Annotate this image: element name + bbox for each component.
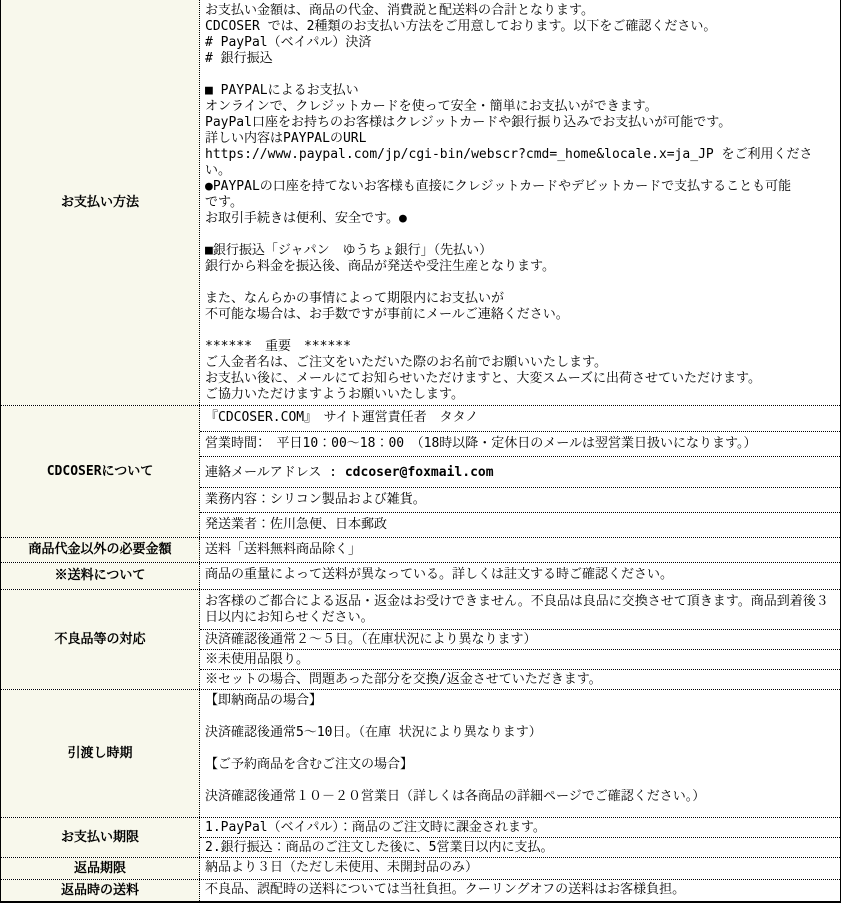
extra-fee-content [200,538,840,562]
row-header-payment-deadline: お支払い期限 [1,818,200,857]
delivery-line: 決済確認後通常5～10日。（在庫 状況により異なります） [205,725,542,740]
defect-policy-content [200,590,840,689]
shipping-carrier-text: 発送業者：佐川急便、日本郵政 [200,512,840,537]
row-header-defect-policy: 不良品等の対応 [1,590,200,689]
contact-email-row [200,456,840,487]
payment-line: # 銀行振込 [205,51,273,66]
delivery-time-content [200,690,840,817]
return-period-text: 納品より３日（ただし未使用、未開封品のみ） [205,860,479,875]
delivery-line: 【即納商品の場合】 [205,693,323,708]
payment-line: CDCOSER では、2種類のお支払い方法をご用意しております。以下をご確認ください。 [205,19,717,34]
payment-deadline-content [200,818,840,857]
important-notice-heading: ****** 重要 ****** [205,339,351,354]
row-header-about: CDCOSERについて [1,406,200,537]
row-header-payment-method: お支払い方法 [1,0,200,405]
payment-line: オンラインで、クレジットカードを使って安全・簡単にお支払いができます。 [205,99,658,114]
row-return-period [1,857,840,879]
shipping-note-text: 商品の重量によって送料が異なっている。詳しくは註文する時ご確認ください。 [205,567,674,582]
about-content [200,406,840,537]
payment-line: 銀行から料金を振込後、商品が発送や受注生産となります。 [205,259,555,274]
row-extra-fee [1,537,840,562]
payment-line: ■ PAYPALによるお支払い [205,83,359,98]
payment-line: また、なんらかの事情によって期限内にお支払いが [205,291,505,306]
delivery-line: 【ご予約商品を含むご注文の場合】 [205,757,414,772]
payment-line: ご協力いただけますようお願いいたします。 [205,387,464,402]
payment-line: PayPal口座をお持ちのお客様はクレジットカードや銀行振り込みでお支払いが可能です。 [205,115,732,130]
return-shipping-content [200,880,840,901]
payment-line-blank [205,227,836,243]
row-header-shipping-note: ※送料について [1,563,200,589]
delivery-line-blank [205,773,836,789]
paypal-url-text: https://www.paypal.com/jp/cgi-bin/webscr?cmd=_home&locale.x=ja_JP をご利用ください。 [205,147,813,178]
delivery-time-lines [200,690,840,807]
payment-line-blank [205,275,836,291]
row-header-extra-fee: 商品代金以外の必要金額 [1,538,200,562]
contact-email-label: 連絡メールアドレス : [205,464,345,480]
return-period-content [200,858,840,879]
payment-line: ご入金者名は、ご注文をいただいた際のお名前でお願いいたします。 [205,355,607,370]
row-payment-deadline [1,817,840,857]
payment-line-blank [205,67,836,83]
row-header-delivery-time: 引渡し時期 [1,690,200,817]
payment-line: 不可能な場合は、お手数ですが事前にメールご連絡ください。 [205,307,569,322]
shipping-note-content [200,563,840,589]
defect-policy-text: お客様のご都合による返品・返金はお受けできません。不良品は良品に交換させて頂きます。商品到着後３日以内にお知らせください。 [205,594,829,625]
contact-email-address: cdcoser@foxmail.com [344,464,494,480]
row-shipping-note [1,562,840,589]
payment-method-lines [200,0,840,405]
defect-policy-text: ※セットの場合、問題あった部分を交換/返金させていただきます。 [200,669,840,689]
business-description-text: 業務内容：シリコン製品および雑貨。 [200,487,840,512]
row-defect-policy [1,589,840,689]
row-about-cdcoser [1,405,840,537]
site-operator-text: 『CDCOSER.COM』 サイト運営責任者 タタノ [205,410,479,425]
payment-deadline-paypal: 1.PayPal（ベイパル）：商品のご注文時に課金されます。 [205,820,546,835]
payment-line: ●PAYPALの口座を持てないお客様も直接にクレジットカードやデビットカードで支払することも可能 [205,179,792,194]
payment-line: お支払い金額は、商品の代金、消費説と配送料の合計となります。 [205,3,594,18]
payment-line: お支払い後に、メールにてお知らせいただけますと、大変スムーズに出荷させていただけます。 [205,371,762,386]
payment-line: です。 [205,195,243,210]
row-delivery-time [1,689,840,817]
delivery-line-blank [205,709,836,725]
defect-policy-text: 決済確認後通常２～５日。（在庫状況により異なります） [200,629,840,649]
row-payment-method [1,0,840,405]
defect-policy-text: ※未使用品限り。 [200,649,840,669]
payment-line: # PayPal（ベイパル）決済 [205,35,372,50]
payment-line: ■銀行振込「ジャパン ゆうちょ銀行」（先払い） [205,243,493,258]
payment-line-blank [205,323,836,339]
extra-fee-text: 送料「送料無料商品除く」 [205,542,362,557]
row-header-return-shipping: 返品時の送料 [1,880,200,901]
row-header-return-period: 返品期限 [1,858,200,879]
payment-line: お取引手続きは便利、安全です。● [205,211,407,226]
payment-line: 詳しい内容はPAYPALのURL [205,131,367,146]
row-return-shipping [1,879,840,901]
business-hours-text: 営業時間： 平日10：00～18：00 （18時以降・定休日のメールは翌営業日扱いになります。） [200,431,840,456]
delivery-line: 決済確認後通常１０－２０営業日（詳しくは各商品の詳細ページでご確認ください。） [205,789,706,804]
delivery-line-blank [205,741,836,757]
payment-method-content [200,0,840,405]
payment-deadline-bank: 2.銀行振込：商品のご注文した後に、5営業日以内に支払。 [200,837,840,857]
return-shipping-text: 不良品、誤配時の送料については当社負担。クーリングオフの送料はお客様負担。 [205,882,686,897]
